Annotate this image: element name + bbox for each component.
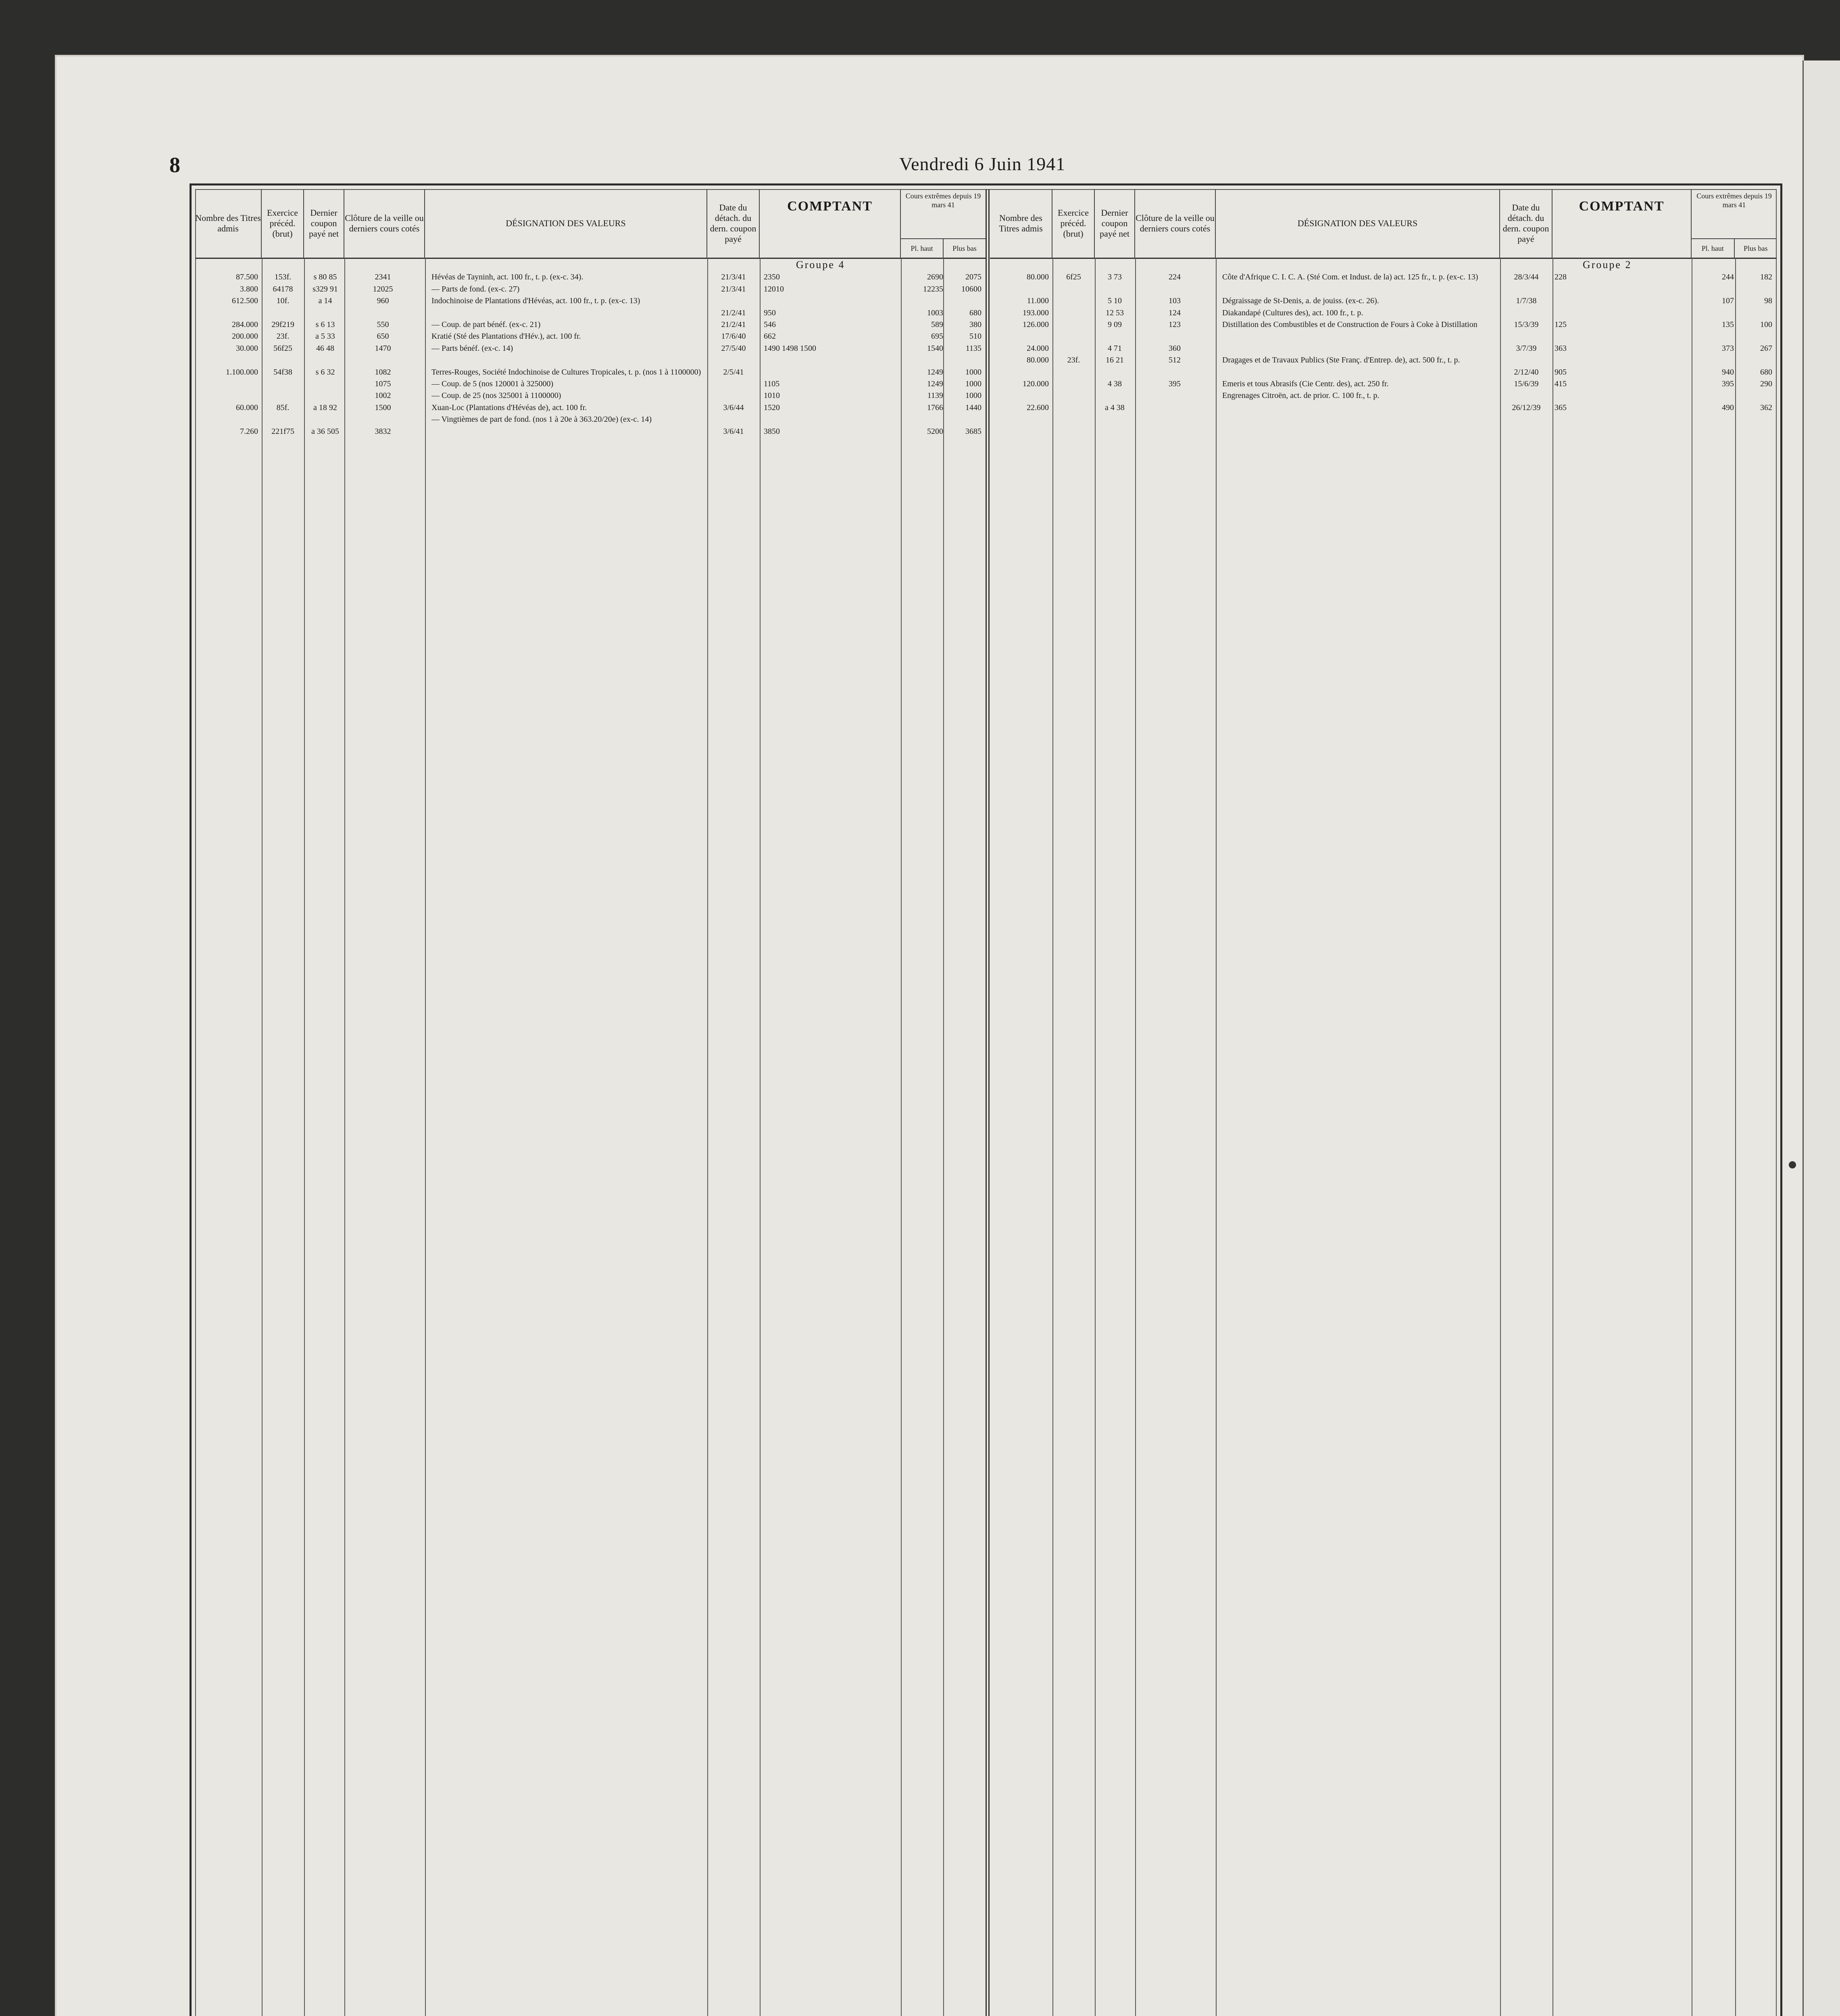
header-comptant: COMPTANT [760,189,901,258]
header-dernier: Dernier coupon payé net [304,189,344,258]
page-number: 8 [169,153,180,177]
cell-ex: 54f38 [273,367,292,377]
cell-cp: 1105 [764,379,780,388]
cell-cp: 365 [1555,403,1567,412]
cell-ds: Indochinoise de Plantations d'Hévéas, act. 100 fr., t. p. (ex-c. 13) [431,296,640,306]
cell-dc: 16 21 [1106,356,1124,365]
cell-hi: 1139 [927,391,943,400]
table-row [195,307,986,319]
cell-cl: 2341 [375,273,391,282]
table-row [195,367,986,378]
right-table-body [990,260,1777,2016]
cell-ex: 23f. [1067,356,1080,365]
cell-cl: 1082 [375,367,391,377]
cell-ex: 85f. [276,403,290,412]
header-nombre: Nombre des Titres admis [990,189,1052,258]
cell-n: 60.000 [236,403,258,412]
cell-hi: 395 [1722,379,1734,388]
cell-n: 87.500 [236,273,258,282]
cell-dt: 3/6/41 [723,427,744,436]
cell-cl: 1500 [375,403,391,412]
table-row [990,307,1777,319]
cell-cp: 662 [764,332,776,341]
right-price-table [990,189,1777,2016]
cell-ds: Engrenages Citroën, act. de prior. C. 100 fr., t. p. [1222,391,1379,400]
cell-dc: s 6 32 [315,367,335,377]
cell-cp: 125 [1555,320,1567,329]
cell-dt: 28/3/44 [1514,273,1539,282]
cell-cl: 512 [1169,356,1181,365]
table-row [195,378,986,390]
cell-n: 24.000 [1027,344,1049,353]
table-row [990,283,1777,295]
header-date: Date du détach. du dern. coupon payé [1500,189,1552,258]
cell-ds: Terres-Rouges, Société Indochinoise de Cultures Tropicales, t. p. (nos 1 à 1100000) [431,367,701,377]
header-plus-haut: Pl. haut [911,244,933,252]
cell-dc: a 5 33 [315,332,335,341]
cell-n: 22.600 [1027,403,1049,412]
cell-dt: 3/6/44 [723,403,744,412]
cell-dc: 46 48 [316,344,334,353]
header-plus-bas: Plus bas [1734,239,1777,258]
cell-ds: Hévéas de Tayninh, act. 100 fr., t. p. (ex-c. 34). [431,273,583,282]
cell-n: 30.000 [236,344,258,353]
cell-dt: 27/5/40 [721,344,746,353]
cell-dc: s 6 13 [315,320,335,329]
table-row [990,319,1777,331]
cell-dt: 26/12/39 [1512,403,1541,412]
table-row [195,354,986,366]
header-extremes-label: Cours extrêmes depuis 19 mars 41 [905,192,981,209]
table-row [195,331,986,342]
cell-dt: 2/5/41 [723,367,744,377]
table-row [195,414,986,425]
cell-hi: 695 [931,332,943,341]
cell-cl: 960 [377,296,389,306]
cell-dt: 15/6/39 [1514,379,1539,388]
cell-lo: 182 [1760,273,1772,282]
cell-lo: 680 [969,308,981,317]
header-designation: DÉSIGNATION DES VALEURS [425,189,707,258]
header-extremes-label: Cours extrêmes depuis 19 mars 41 [1696,192,1772,209]
table-row [195,390,986,402]
cell-lo: 1000 [965,367,981,377]
cell-n: 80.000 [1027,273,1049,282]
cell-ds: Dégraissage de St-Denis, a. de jouiss. (ex-c. 26). [1222,296,1379,306]
cell-ds: Kratié (Sté des Plantations d'Hév.), act. 100 fr. [431,332,581,341]
table-row [990,402,1777,414]
cell-lo: 290 [1760,379,1772,388]
cell-hi: 244 [1722,273,1734,282]
left-price-table [195,189,986,2016]
cell-dt: 21/2/41 [721,308,746,317]
cell-n: 126.000 [1023,320,1049,329]
cell-dc: a 18 92 [313,403,337,412]
cell-n: 612.500 [232,296,258,306]
groupe-label: Groupe 4 [796,259,845,271]
cell-hi: 940 [1722,367,1734,377]
cell-n: 80.000 [1027,356,1049,365]
cell-hi: 1540 [927,344,943,353]
table-row [990,295,1777,307]
cell-ex: 56f25 [273,344,292,353]
table-row [195,343,986,354]
cell-dt: 2/12/40 [1514,367,1539,377]
cell-cl: 224 [1169,273,1181,282]
table-row [195,295,986,307]
cell-dc: 9 09 [1108,320,1122,329]
cell-n: 193.000 [1023,308,1049,317]
page-date: Vendredi 6 Juin 1941 [899,154,1066,174]
groupe-label: Groupe 2 [1583,259,1632,271]
cell-cp: 228 [1555,273,1567,282]
cell-n: 120.000 [1023,379,1049,388]
cell-ds: — Coup. de 25 (nos 325001 à 1100000) [431,391,561,400]
cell-ds: Diakandapé (Cultures des), act. 100 fr., t. p. [1222,308,1363,317]
cell-ds: — Parts bénéf. (ex-c. 14) [431,344,513,353]
cell-dt: 1/7/38 [1516,296,1537,306]
cell-dt: 21/3/41 [721,284,746,294]
cell-lo: 1000 [965,379,981,388]
cell-hi: 5200 [927,427,943,436]
header-nombre: Nombre des Titres admis [195,189,262,258]
cell-n: 7.260 [240,427,258,436]
cell-lo: 680 [1760,367,1772,377]
table-row [195,319,986,331]
cell-cl: 12025 [373,284,393,294]
cell-lo: 100 [1760,320,1772,329]
cell-hi: 12235 [923,284,943,294]
cell-ex: 221f75 [271,427,294,436]
cell-hi: 107 [1722,296,1734,306]
cell-dc: a 36 505 [311,427,339,436]
cell-dc: 4 71 [1108,344,1122,353]
cell-n: 3.800 [240,284,258,294]
cell-hi: 1249 [927,367,943,377]
cell-ex: 10f. [276,296,290,306]
table-row [195,283,986,295]
cell-n: 284.000 [232,320,258,329]
table-row [990,354,1777,366]
header-cloture: Clôture de la veille ou derniers cours cotés [344,189,425,258]
cell-lo: 2075 [965,273,981,282]
cell-cp: 415 [1555,379,1567,388]
cell-ex: 29f219 [271,320,294,329]
cell-lo: 267 [1760,344,1772,353]
table-row [195,271,986,283]
table-row [990,378,1777,390]
cell-dc: 3 73 [1108,273,1122,282]
cell-hi: 2690 [927,273,943,282]
cell-cl: 550 [377,320,389,329]
table-row [990,343,1777,354]
cell-lo: 98 [1764,296,1772,306]
cell-n: 11.000 [1027,296,1049,306]
cell-ds: Distillation des Combustibles et de Construction de Fours à Coke à Distillation [1222,320,1477,329]
cell-hi: 1249 [927,379,943,388]
header-cloture: Clôture de la veille ou derniers cours cotés [1135,189,1216,258]
adjacent-page-edge [1802,60,1840,2016]
cell-dc: 5 10 [1108,296,1122,306]
cell-hi: 1003 [927,308,943,317]
header-extremes [901,189,986,258]
margin-mark [1789,1161,1796,1168]
cell-cp: 546 [764,320,776,329]
header-plus-bas: Plus bas [943,239,986,258]
cell-lo: 1000 [965,391,981,400]
cell-lo: 10600 [961,284,981,294]
cell-ds: — Vingtièmes de part de fond. (nos 1 à 20e à 363.20/20e) (ex-c. 14) [431,415,652,424]
cell-cp: 950 [764,308,776,317]
cell-cl: 395 [1169,379,1181,388]
cell-cl: 1470 [375,344,391,353]
cell-lo: 3685 [965,427,981,436]
cell-cp: 12010 [764,284,784,294]
cell-ds: — Coup. de part bénéf. (ex-c. 21) [431,320,541,329]
cell-hi: 490 [1722,403,1734,412]
cell-lo: 1440 [965,403,981,412]
right-table-header [990,189,1777,259]
cell-dc: 4 38 [1108,379,1122,388]
cell-cl: 123 [1169,320,1181,329]
table-row [195,402,986,414]
cell-ex: 153f. [274,273,292,282]
cell-hi: 1766 [927,403,943,412]
cell-n: 1.100.000 [226,367,258,377]
cell-ex: 6f25 [1066,273,1081,282]
header-exercice: Exercice précéd. (brut) [262,189,304,258]
table-row [990,367,1777,378]
cell-dc: a 4 38 [1105,403,1125,412]
cell-ex: 23f. [276,332,290,341]
center-column-rule [986,189,990,2016]
cell-cl: 360 [1169,344,1181,353]
cell-lo: 362 [1760,403,1772,412]
cell-cp: 363 [1555,344,1567,353]
cell-dc: a 14 [318,296,332,306]
cell-hi: 135 [1722,320,1734,329]
cell-dt: 17/6/40 [721,332,746,341]
table-row [990,271,1777,283]
header-exercice: Exercice précéd. (brut) [1052,189,1095,258]
cell-ds: Xuan-Loc (Plantations d'Hévéas de), act. 100 fr. [431,403,587,412]
left-table-body [195,260,986,2016]
cell-cp: 1520 [764,403,780,412]
cell-ex: 64178 [273,284,293,294]
cell-dt: 15/3/39 [1514,320,1539,329]
cell-ds: — Parts de fond. (ex-c. 27) [431,284,520,294]
cell-hi: 373 [1722,344,1734,353]
header-extremes-sub [901,238,986,258]
cell-cp: 1490 1498 1500 [764,344,816,353]
cell-cl: 103 [1169,296,1181,306]
cell-cp: 905 [1555,367,1567,377]
cell-ds: Côte d'Afrique C. I. C. A. (Sté Com. et Indust. de la) act. 125 fr., t. p. (ex-c. 13) [1222,273,1478,282]
header-dernier: Dernier coupon payé net [1095,189,1135,258]
cell-cp: 1010 [764,391,780,400]
cell-dc: s 80 85 [313,273,337,282]
cell-cp: 2350 [764,273,780,282]
cell-n: 200.000 [232,332,258,341]
cell-ds: Emeris et tous Abrasifs (Cie Centr. des), act. 250 fr. [1222,379,1389,388]
header-plus-haut: Pl. haut [1701,244,1724,252]
cell-cl: 1002 [375,391,391,400]
table-row [990,390,1777,402]
table-row [990,331,1777,342]
cell-dt: 3/7/39 [1516,344,1537,353]
cell-lo: 1135 [965,344,981,353]
header-extremes-sub [1692,238,1777,258]
cell-lo: 380 [969,320,981,329]
cell-dc: 12 53 [1106,308,1124,317]
cell-cl: 124 [1169,308,1181,317]
cell-dc: s329 91 [313,284,338,294]
cell-dt: 21/2/41 [721,320,746,329]
header-date: Date du détach. du dern. coupon payé [707,189,760,258]
left-table-header [195,189,986,259]
header-designation: DÉSIGNATION DES VALEURS [1216,189,1500,258]
cell-dt: 21/3/41 [721,273,746,282]
cell-hi: 589 [931,320,943,329]
cell-cl: 650 [377,332,389,341]
table-row [195,426,986,437]
header-extremes [1692,189,1777,258]
cell-cl: 1075 [375,379,391,388]
cell-cp: 3850 [764,427,780,436]
cell-ds: — Coup. de 5 (nos 120001 à 325000) [431,379,554,388]
cell-lo: 510 [969,332,981,341]
header-comptant: COMPTANT [1552,189,1692,258]
cell-cl: 3832 [375,427,391,436]
cell-ds: Dragages et de Travaux Publics (Ste Franç. d'Entrep. de), act. 500 fr., t. p. [1222,356,1460,365]
